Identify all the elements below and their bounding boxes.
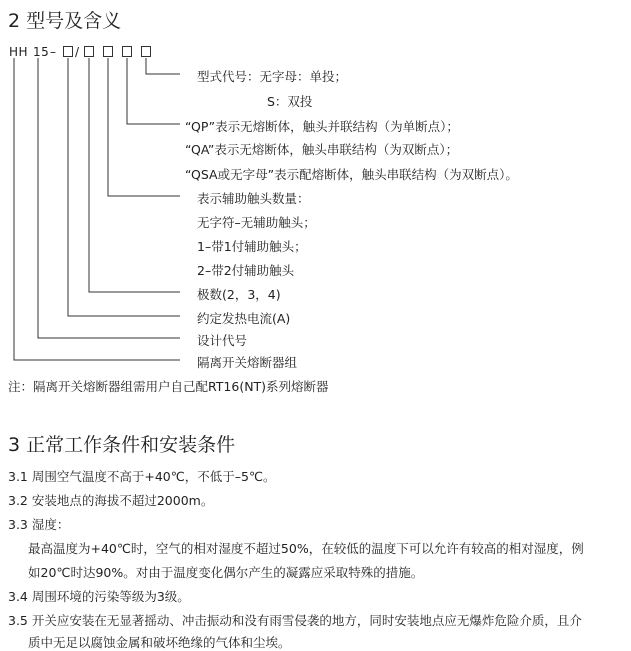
- item-3-2: 3.2 安装地点的海拔不超过2000m。: [8, 493, 214, 508]
- bracket-aux: [108, 58, 180, 196]
- item-3-5-line-2: 质中无足以腐蚀金属和破坏绝缘的气体和尘埃。: [28, 635, 291, 650]
- code-number: 15: [33, 45, 50, 59]
- bracket-design: [38, 58, 180, 338]
- code-slash: /: [75, 45, 80, 59]
- label-product: 隔离开关熔断器组: [197, 355, 298, 370]
- label-aux-2: 2–带2付辅助触头: [197, 263, 295, 278]
- item-3-3-text-line-2: 如20℃时达90%。对由于温度变化偶尔产生的凝露应采取特殊的措施。: [28, 565, 424, 580]
- code-dash: –: [50, 45, 57, 59]
- label-type-double: S：双投: [267, 94, 313, 109]
- label-type-code: 型式代号：无字母：单投；: [197, 69, 348, 84]
- label-aux-count: 表示辅助触头数量：: [197, 191, 310, 206]
- label-aux-1: 1–带1付辅助触头；: [197, 239, 307, 254]
- item-3-4: 3.4 周围环境的污染等级为3级。: [8, 589, 190, 604]
- label-aux-none: 无字符–无辅助触头；: [197, 215, 316, 230]
- section-3-title: 3 正常工作条件和安装条件: [8, 434, 236, 456]
- bracket-poles: [89, 58, 180, 292]
- label-poles: 极数(2，3，4): [197, 287, 281, 302]
- label-qa: “QA”表示无熔断体，触头串联结构（为双断点）；: [185, 142, 459, 157]
- label-current: 约定发热电流(A): [197, 311, 291, 326]
- item-3-3: 3.3 湿度：: [8, 517, 70, 532]
- section-2-note: 注：隔离开关熔断器组需用户自己配RT16(NT)系列熔断器: [8, 379, 329, 394]
- label-qp: “QP”表示无熔断体，触头并联结构（为单断点）；: [185, 119, 459, 134]
- item-3-5-line-1: 3.5 开关应安装在无显著摇动、冲击振动和没有雨雪侵袭的地方，同时安装地点应无爆炸危险介质，且介: [8, 613, 582, 628]
- bracket-structure: [127, 58, 180, 124]
- label-qsa: “QSA或无字母”表示配熔断体，触头串联结构（为双断点）。: [185, 167, 518, 182]
- label-design-code: 设计代号: [197, 333, 248, 348]
- bracket-product: [14, 58, 180, 360]
- bracket-type: [146, 58, 180, 74]
- item-3-1: 3.1 周围空气温度不高于+40℃，不低于–5℃。: [8, 469, 276, 484]
- item-3-3-text-line-1: 最高温度为+40℃时，空气的相对湿度不超过50%，在较低的温度下可以允许有较高的相对湿度，例: [28, 541, 584, 556]
- code-prefix: HH: [9, 45, 29, 59]
- bracket-current: [68, 58, 180, 316]
- section-2-title: 2 型号及含义: [8, 10, 122, 32]
